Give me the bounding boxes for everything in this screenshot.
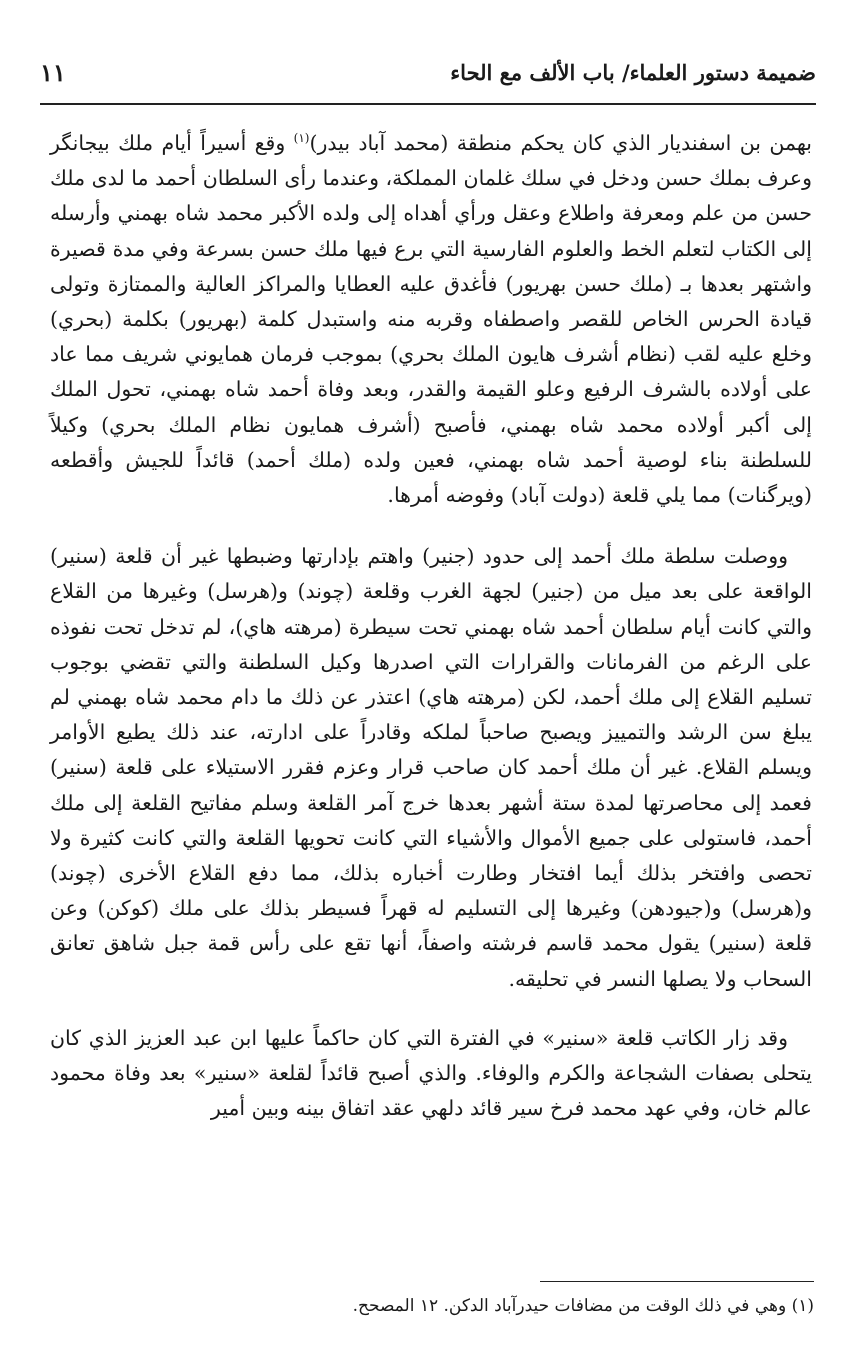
paragraph-1-rest: وقع أسيراً أيام ملك بيجانگر وعرف بملك حسن ودخل في سلك غلمان المملكة، وعندما رأى السلطان أحمد ما لدى ملك حسن من علم ومعرفة واطلاع وعقل ورأي أهداه إلى ولده الأكبر محمد شاه بهمني وأرسله إلى الكتاب لتعلم الخط والعلوم الفارسية التي برع فيها ملك حسن بسرعة وفي مدة قصيرة واشتهر بعدها بـ (ملك حسن بهريور) فأغدق عليه العطايا والمراكز العالية والممتازة وتولى قيادة الحرس الخاص للقصر واصطفاه وقربه منه واستبدل كلمة (بهريور) بكلمة (بحري) وخلع عليه لقب (نظام أشرف هايون الملك بحري) بموجب فرمان همايوني شريف مما عاد على أولاده بالشرف الرفيع وعلو القيمة والقدر، وبعد وفاة أحمد شاه بهمني، تحول الملك إلى أكبر أولاده محمد شاه بهمني، فأصبح (أشرف همايون نظام الملك بحري) وكيلاً للسلطنة بناء لوصية أحمد شاه بهمني، فعين ولده (ملك أحمد) قائداً للجيش وأقطعه (ويرگنات) مما يلي قلعة (دولت آباد) وفوضه أمرها.: [50, 131, 812, 508]
footnote-text: وهي في ذلك الوقت من مضافات حيدرآباد الدكن. ١٢ المصحح.: [352, 1296, 787, 1316]
paragraph-1-start: بهمن بن اسفنديار الذي كان يحكم منطقة (محمد آباد بيدر): [309, 131, 812, 155]
page-number: ١١: [40, 58, 66, 87]
paragraph-1: [50, 126, 812, 513]
running-title: ضميمة دستور العلماء/ باب الألف مع الحاء: [450, 60, 816, 85]
paragraph-2: ووصلت سلطة ملك أحمد إلى حدود (جنير) واهتم بإدارتها وضبطها غير أن قلعة (سنير) الواقعة على بعد ميل من (جنير) لجهة الغرب وقلعة (چوند) و(هرسل) وغيرها من القلاع والتي كانت أيام سلطان أحمد شاه بهمني تحت سيطرة (مرهته هاي)، لم تدخل تحت نفوذه على الرغم من الفرمانات والقرارات التي اصدرها وكيل السلطنة والتي تقضي بوجوب تسليم القلاع إلى ملك أحمد، لكن (مرهته هاي) اعتذر عن ذلك ما دام محمد شاه بهمني لم يبلغ سن الرشد والتمييز ويصبح صاحباً لملكه وقادراً على ادارته، عند ذلك يطيع الأوامر ويسلم القلاع. غير أن ملك أحمد كان صاحب قرار وعزم فقرر الاستيلاء على قلعة (سنير) فعمد إلى محاصرتها لمدة ستة أشهر بعدها خرج آمر القلعة وسلم مفاتيح القلعة إلى ملك أحمد، فاستولى على جميع الأموال والأشياء التي كانت تحويها القلعة والتي كانت كثيرة ولا تحصى وافتخر بذلك أيما افتخار وطارت أخباره بذلك، مما دفع القلاع الأخرى (چوند) و(هرسل) و(جيودهن) وغيرها إلى التسليم له قهراً فسيطر بذلك على ملك (كوكن) وعن قلعة (سنير) يقول محمد قاسم فرشته واصفاً، أنها تقع على رأس قمة جبل شاهق تعانق السحاب ولا يصلها النسر في تحليقه.: [50, 544, 812, 991]
footnote-reference: (١): [293, 131, 310, 146]
header-rule: [40, 103, 816, 105]
page-header: [40, 60, 816, 96]
main-text: [50, 126, 812, 1126]
footnote-marker: (١): [791, 1296, 814, 1316]
footnote: [44, 1292, 814, 1320]
paragraph-3: وقد زار الكاتب قلعة «سنير» في الفترة التي كان حاكماً عليها ابن عبد العزيز الذي كان يتحلى بصفات الشجاعة والكرم والوفاء. والذي أصبح قائداً لقلعة «سنير» بعد وفاة محمود عالم خان، وفي عهد محمد فرخ سير قائد دلهي عقد اتفاق بينه وبين أمير: [50, 1025, 812, 1121]
footnote-rule: [540, 1281, 814, 1282]
